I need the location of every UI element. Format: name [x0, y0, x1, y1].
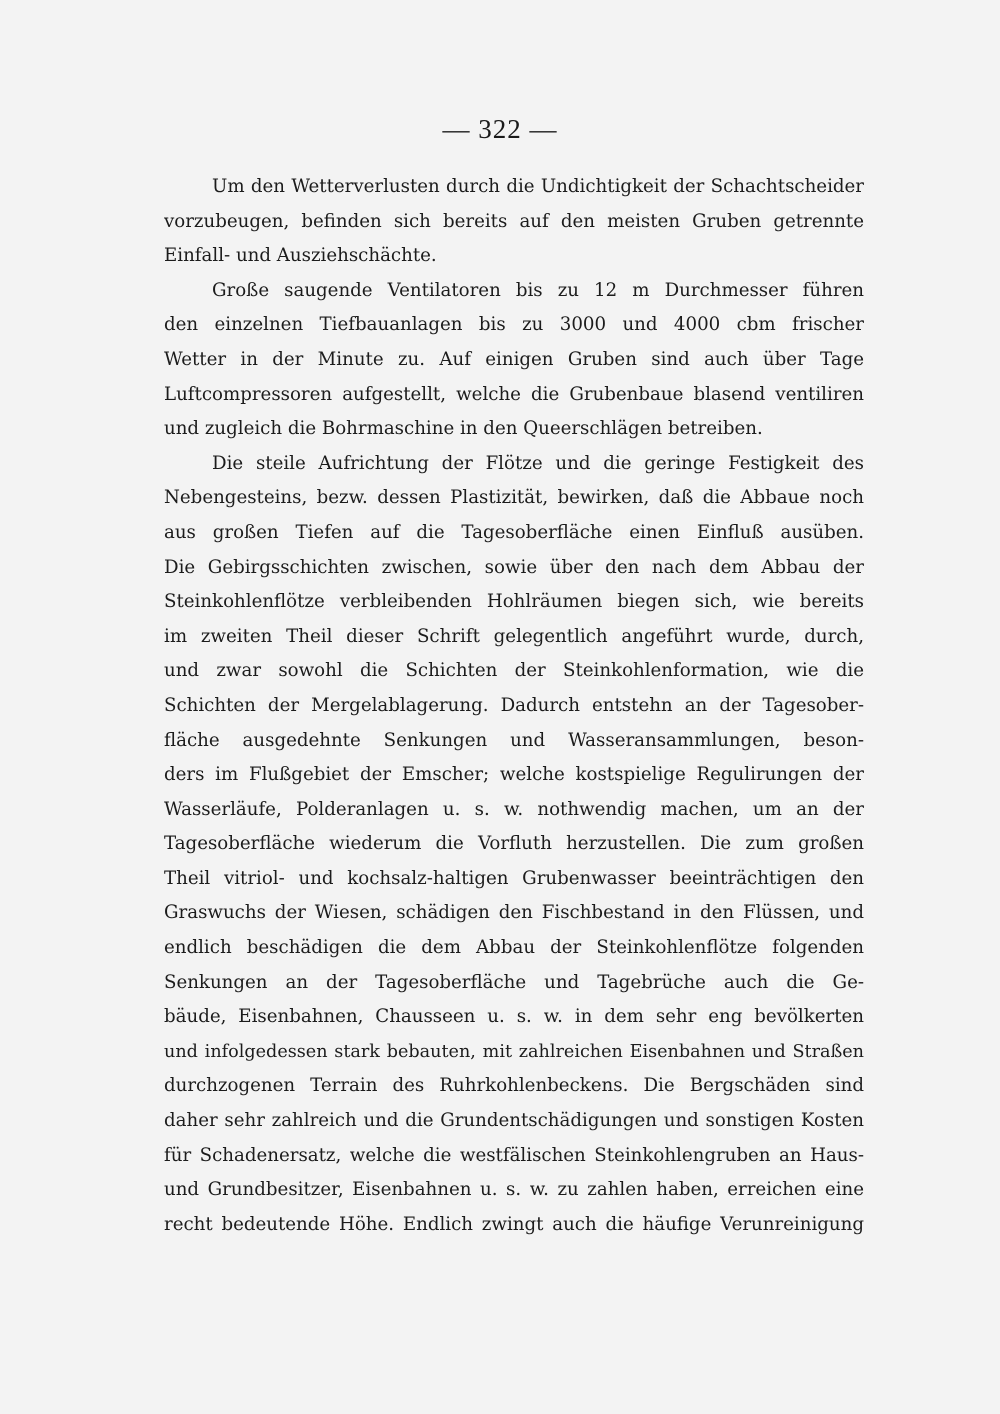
page-number: — 322 —	[442, 114, 558, 144]
text-line: Wasserläufe, Polderanlagen u. s. w. nothwendig machen, um an der	[164, 798, 864, 820]
text-line: und infolgedessen stark bebauten, mit zahlreichen Eisenbahnen und Straßen	[164, 1041, 864, 1062]
body-text	[164, 170, 864, 1242]
text-line: Schichten der Mergelablagerung. Dadurch entstehn an der Tagesober-	[164, 694, 864, 716]
text-line: Senkungen an der Tagesoberfläche und Tagebrüche auch die Ge-	[164, 971, 864, 993]
text-line: im zweiten Theil dieser Schrift gelegentlich angeführt wurde, durch,	[164, 625, 864, 647]
text-line: Theil vitriol- und kochsalz-haltigen Grubenwasser beeinträchtigen den	[164, 867, 864, 889]
text-line: Nebengesteins, bezw. dessen Plastizität, bewirken, daß die Abbaue noch	[164, 487, 864, 509]
text-line: Steinkohlenflötze verbleibenden Hohlräumen biegen sich, wie bereits	[164, 591, 864, 613]
text-line: fläche ausgedehnte Senkungen und Wasseransammlungen, beson-	[164, 729, 864, 751]
text-line: durchzogenen Terrain des Ruhrkohlenbeckens. Die Bergschäden sind	[164, 1075, 864, 1097]
text-line: den einzelnen Tiefbauanlagen bis zu 3000 und 4000 cbm frischer	[164, 314, 864, 336]
text-line: für Schadenersatz, welche die westfälischen Steinkohlengruben an Haus-	[164, 1144, 864, 1166]
text-line: aus großen Tiefen auf die Tagesoberfläche einen Einfluß ausüben.	[164, 521, 864, 543]
text-line: bäude, Eisenbahnen, Chausseen u. s. w. in dem sehr eng bevölkerten	[164, 1006, 864, 1028]
text-line: endlich beschädigen die dem Abbau der Steinkohlenflötze folgenden	[164, 937, 864, 959]
text-line: und zwar sowohl die Schichten der Steinkohlenformation, wie die	[164, 660, 864, 682]
text-line: daher sehr zahlreich und die Grundentschädigungen und sonstigen Kosten	[164, 1110, 864, 1132]
text-line: Tagesoberfläche wiederum die Vorfluth herzustellen. Die zum großen	[164, 833, 864, 855]
text-line: recht bedeutende Höhe. Endlich zwingt auch die häufige Verunreinigung	[164, 1213, 864, 1235]
text-line: und Grundbesitzer, Eisenbahnen u. s. w. zu zahlen haben, erreichen eine	[164, 1179, 864, 1201]
text-line: Einfall- und Ausziehschächte.	[164, 245, 437, 267]
text-line: ders im Flußgebiet der Emscher; welche kostspielige Regulirungen der	[164, 764, 864, 786]
text-line: Große saugende Ventilatoren bis zu 12 m Durchmesser führen	[212, 279, 864, 301]
text-line: Luftcompressoren aufgestellt, welche die Grubenbaue blasend ventiliren	[164, 383, 864, 405]
text-line: Um den Wetterverlusten durch die Undichtigkeit der Schachtscheider	[212, 176, 864, 197]
text-line: Die steile Aufrichtung der Flötze und die geringe Festigkeit des	[212, 452, 864, 474]
text-line: vorzubeugen, befinden sich bereits auf den meisten Gruben getrennte	[164, 210, 864, 232]
text-line: Wetter in der Minute zu. Auf einigen Gruben sind auch über Tage	[164, 348, 864, 370]
text-line: Graswuchs der Wiesen, schädigen den Fischbestand in den Flüssen, und	[164, 902, 864, 924]
text-line: und zugleich die Bohrmaschine in den Queerschlägen betreiben.	[164, 418, 763, 440]
text-line: Die Gebirgsschichten zwischen, sowie über den nach dem Abbau der	[164, 556, 864, 578]
